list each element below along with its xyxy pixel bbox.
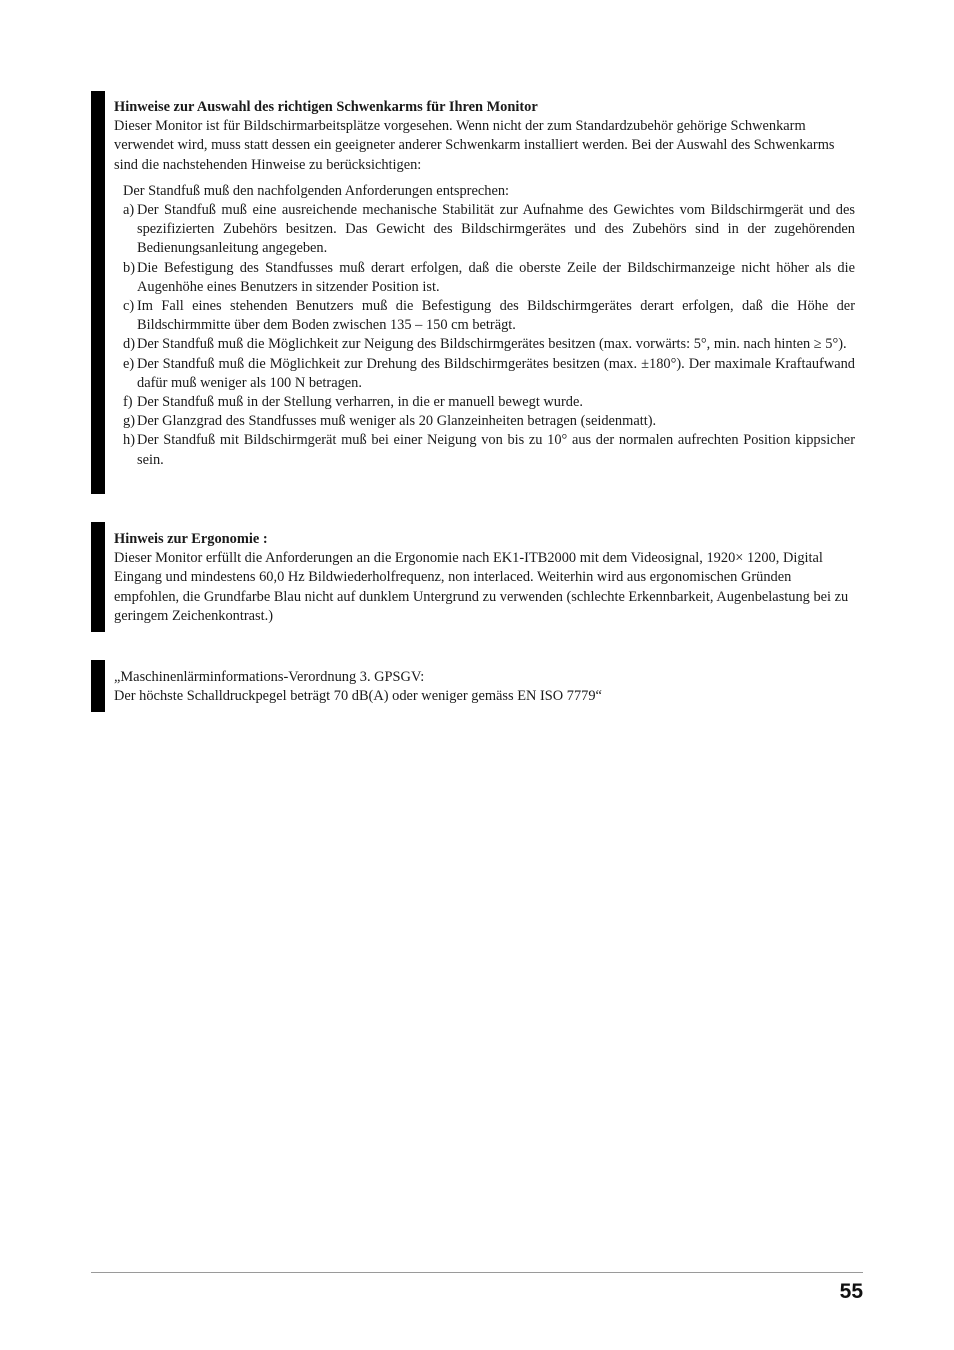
requirement-item-a xyxy=(123,201,855,259)
requirement-text: Der Standfuß mit Bildschirmgerät muß bei einer Neigung von bis zu 10° aus der normalen aufrechten Position kippsicher sein. xyxy=(137,432,855,468)
ergonomics-heading: Hinweis zur Ergonomie : xyxy=(114,531,268,547)
requirement-marker: h) xyxy=(123,432,135,449)
section-marker-bar xyxy=(91,522,105,632)
noise-regulation-title: „Maschinenlärminformations-Verordnung 3. GPSGV: xyxy=(114,669,425,685)
ergonomics-body: Dieser Monitor erfüllt die Anforderungen an die Ergonomie nach EK1-ITB2000 mit dem Videosignal, 1920× 1200, Digital Eingang und mindestens 60,0 Hz Bildwiederholfrequenz, non interlaced. Weiterhin wird aus ergonomischen Gründen empfohlen, die Grundfarbe Blau nicht auf dunklem Untergrund zu verwenden (schlechte Erkennbarkeit, Augenbelastung bei zu geringem Zeichenkontrast.) xyxy=(114,550,849,624)
requirement-text: Der Standfuß muß in der Stellung verharren, in die er manuell bewegt wurde. xyxy=(137,394,583,411)
swivel-arm-heading: Hinweise zur Auswahl des richtigen Schwenkarms für Ihren Monitor xyxy=(114,99,538,115)
page-number: 55 xyxy=(839,1280,863,1303)
noise-section xyxy=(91,660,855,712)
requirement-marker: e) xyxy=(123,355,135,372)
requirement-marker: d) xyxy=(123,336,135,353)
requirement-marker: c) xyxy=(123,298,135,315)
footer-rule xyxy=(91,1272,863,1273)
requirement-marker: b) xyxy=(123,259,135,276)
requirements-list xyxy=(123,201,855,470)
requirements-block xyxy=(123,182,855,470)
requirement-marker: a) xyxy=(123,202,135,219)
requirement-text: Der Standfuß muß die Möglichkeit zur Drehung des Bildschirmgerätes besitzen (max. ±180°). Der maximale Kraftaufwand dafür muß weniger als 100 N betragen. xyxy=(137,355,855,391)
requirement-marker: g) xyxy=(123,413,135,430)
requirement-item-g xyxy=(123,412,855,431)
ergonomics-section xyxy=(91,522,855,632)
requirement-text: Im Fall eines stehenden Benutzers muß die Befestigung des Bildschirmgerätes derart erfolgen, daß die Höhe der Bildschirmmitte über dem Boden zwischen 135 – 150 cm beträgt. xyxy=(137,298,855,334)
requirement-item-d xyxy=(123,335,855,354)
noise-regulation-text: Der höchste Schalldruckpegel beträgt 70 dB(A) oder weniger gemäss EN ISO 7779“ xyxy=(114,688,602,705)
swivel-arm-intro: Dieser Monitor ist für Bildschirmarbeitsplätze vorgesehen. Wenn nicht der zum Standardzubehör gehörige Schwenkarm verwendet wird, muss statt dessen ein geeigneter anderer Schwenkarm installiert werden. Bei der Auswahl des Schwenkarms sind die nachstehenden Hinweise zu berücksichtigen: xyxy=(114,118,835,173)
requirement-item-e xyxy=(123,355,855,393)
requirement-text: Die Befestigung des Standfusses muß derart erfolgen, daß die oberste Zeile der Bildschirmanzeige nicht höher als die Augenhöhe eines Benutzers in sitzender Position ist. xyxy=(137,259,855,295)
requirement-text: Der Glanzgrad des Standfusses muß weniger als 20 Glanzeinheiten betragen (seidenmatt). xyxy=(137,413,657,430)
section-marker-bar xyxy=(91,91,105,494)
requirement-item-f xyxy=(123,393,855,412)
requirement-text: Der Standfuß muß eine ausreichende mechanische Stabilität zur Aufnahme des Gewichtes vom Bildschirmgerät und des spezifizierten Zubehörs besitzen. Das Gewicht des Bildschirmgerätes und des Zubehörs sind in der zugehörenden Bedienungsanleitung angegeben. xyxy=(137,202,855,257)
requirement-item-c xyxy=(123,297,855,335)
section-marker-bar xyxy=(91,660,105,712)
requirement-marker: f) xyxy=(123,394,133,411)
requirement-item-b xyxy=(123,259,855,297)
requirement-text: Der Standfuß muß die Möglichkeit zur Neigung des Bildschirmgerätes besitzen (max. vorwärts: 5°, min. nach hinten ≥ 5°). xyxy=(137,336,847,353)
requirements-intro: Der Standfuß muß den nachfolgenden Anforderungen entsprechen: xyxy=(123,182,510,199)
swivel-arm-section xyxy=(91,91,855,494)
requirement-item-h xyxy=(123,431,855,469)
